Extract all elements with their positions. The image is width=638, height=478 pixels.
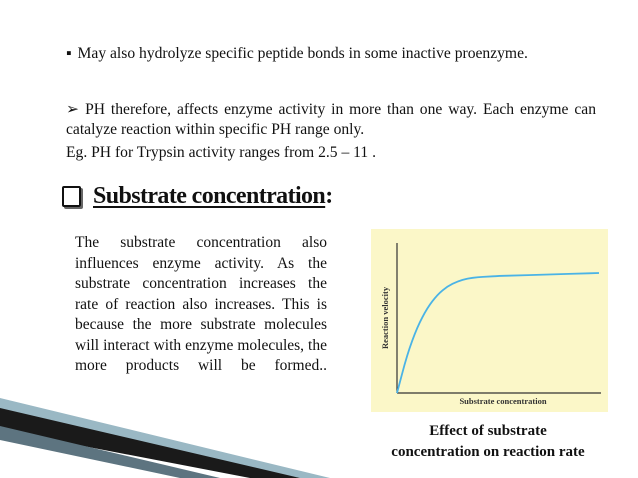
- reaction-rate-chart: [371, 229, 608, 412]
- substrate-description-text: The substrate concentration also influences enzyme activity. As the substrate concentration increases the rate of reaction also increases. This is because the more substrate molecules will interact with enzyme molecules, the more products will be formed..: [75, 234, 327, 374]
- decorative-corner-swoosh: [0, 378, 330, 478]
- y-axis-label: Reaction velocity: [380, 286, 390, 349]
- caption-line-1: Effect of substrate: [429, 423, 547, 439]
- checkbox-square-icon: [62, 186, 81, 207]
- section-heading-text: Substrate concentration: [93, 183, 326, 209]
- figure-caption: [363, 421, 613, 463]
- substrate-description: [75, 233, 327, 377]
- series-layer: [397, 273, 599, 393]
- x-axis-label: Substrate concentration: [459, 396, 547, 406]
- bullet-proenzyme: [66, 44, 596, 64]
- square-bullet-icon: ▪: [66, 45, 72, 62]
- reaction-rate-figure: [371, 229, 608, 412]
- section-heading: [62, 183, 333, 210]
- series-line-0: [397, 273, 599, 393]
- bullet-ph-effect: [66, 100, 596, 140]
- section-heading-colon: :: [325, 183, 333, 209]
- bullet-ph-effect-text: PH therefore, affects enzyme activity in more than one way. Each enzyme can catalyze reaction within specific PH range only.: [66, 101, 596, 138]
- caption-line-2: concentration on reaction rate: [391, 444, 585, 460]
- bullet-proenzyme-text: May also hydrolyze specific peptide bonds in some inactive proenzyme.: [77, 45, 528, 62]
- arrow-bullet-icon: ➢: [66, 101, 80, 118]
- trypsin-example: Eg. PH for Trypsin activity ranges from 2.5 – 11 .: [66, 144, 376, 161]
